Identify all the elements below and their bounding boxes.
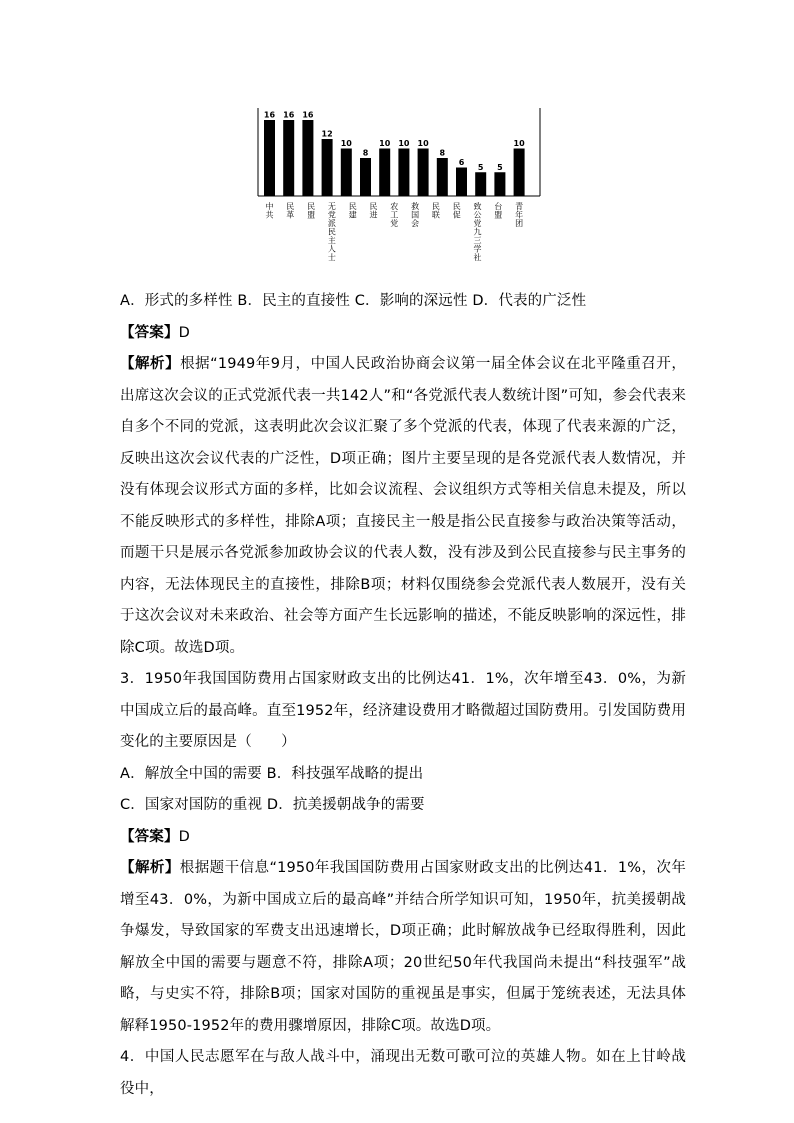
q2-answer [120, 318, 686, 350]
q3-stem: 3．1950年我国国防费用占国家财政支出的比例达41．1%，次年增至43．0%，为新中国成立后的最高峰。直至1952年，经济建设费用才略微超过国防费用。引发国防费用变化的主要原因是（ ） [120, 671, 686, 750]
bar-value-label: 6 [458, 158, 465, 167]
bar-1 [283, 120, 294, 196]
bar-4 [341, 149, 352, 197]
category-label: 民盟 [306, 202, 316, 219]
category-label: 民联 [431, 202, 441, 219]
bar-value-label: 8 [439, 148, 446, 158]
category-label: 台盟 [493, 202, 503, 219]
bar-value-label: 10 [379, 139, 391, 148]
category-label: 农工党 [389, 202, 399, 228]
category-label: 民建 [348, 202, 358, 219]
bar-10 [456, 168, 467, 197]
party-representatives-bar-chart [248, 108, 548, 284]
bar-value-label: 16 [302, 110, 314, 120]
q3-options-line-1: A．解放全中国的需要 B．科技强军战略的提出 [120, 765, 424, 782]
category-label: 民促 [452, 202, 462, 219]
category-label: 民革 [285, 202, 295, 219]
bar-value-label: 10 [398, 139, 410, 148]
category-label: 救国会 [410, 202, 420, 228]
bar-13 [514, 149, 525, 197]
bar-value-label: 5 [497, 162, 503, 172]
answer-value: D [178, 828, 190, 845]
answer-value: D [178, 324, 190, 341]
bar-7 [398, 149, 409, 197]
analysis-text: 根据“1949年9月，中国人民政治协商会议第一届全体会议在北平隆重召开，出席这次会议的正式党派代表一共142人”和“各党派代表人数统计图”可知，参会代表来自多个不同的党派，这表明此次会议汇聚了多个党派的代表，体现了代表来源的广泛，反映出这次会议代表的广泛性，D项正确；图片主要呈现的是各党派代表人数情况，并没有体现会议形式方面的多样，比如会议流程、会议组织方式等相关信息未提及，所以不能反映形式的多样性，排除A项；直接民主一般是指公民直接参与政治决策等活动，而题干只是展示各党派参加政协会议的代表人数，没有涉及到公民直接参与民主事务的内容，无法体现民主的直接性，排除B项；材料仅围绕参会党派代表人数展开，没有关于这次会议对未来政治、社会等方面产生长远影响的描述，不能反映影响的深远性，排除C项。故选D项。 [120, 356, 686, 656]
bar-9 [437, 158, 448, 196]
question-content [120, 286, 686, 1105]
q3-answer [120, 822, 686, 854]
analysis-label: 【解析】 [120, 860, 180, 876]
bar-value-label: 8 [362, 148, 369, 158]
answer-label: 【答案】 [120, 324, 179, 341]
q3-analysis [120, 853, 686, 1042]
bar-value-label: 16 [263, 110, 276, 120]
q2-options: A．形式的多样性 B．民主的直接性 C．影响的深远性 D．代表的广泛性 [120, 293, 587, 309]
bar-0 [264, 120, 275, 196]
analysis-text: 根据题干信息“1950年我国国防费用占国家财政支出的比例达41．1%，次年增至43．0%，为新中国成立后的最高峰”并结合所学知识可知，1950年，抗美援朝战争爆发，导致国家的军费支出迅速增长，D项正确；此时解放战争已经取得胜利，因此解放全中国的需要与题意不符，排除A项；20世纪50年代我国尚未提出“科技强军”战略，与史实不符，排除B项；国家对国防的重视虽是事实，但属于笼统表述，无法具体解释1950-1952年的费用骤增原因，排除C项。故选D项。 [120, 860, 686, 1034]
bar-12 [494, 172, 505, 196]
bar-8 [418, 149, 429, 197]
bar-value-label: 10 [340, 139, 352, 148]
bar-3 [322, 139, 333, 196]
q2-analysis [120, 349, 686, 664]
category-label: 致公党九三学社 [473, 202, 482, 262]
q4-stem: 4．中国人民志愿军在与敌人战斗中，涌现出无数可歌可泣的英雄人物。如在上甘岭战役中， [120, 1049, 686, 1097]
category-label: 民进 [369, 202, 378, 219]
bar-value-label: 10 [513, 139, 525, 148]
category-label: 青年团 [514, 202, 524, 228]
bar-value-label: 5 [477, 162, 484, 172]
bar-6 [379, 149, 390, 197]
answer-label: 【答案】 [120, 828, 179, 845]
bar-11 [475, 172, 486, 196]
category-label: 中共 [265, 202, 274, 219]
bar-value-label: 10 [417, 139, 429, 148]
bar-5 [360, 158, 371, 196]
q3-options-line-2: C．国家对国防的重视 D．抗美援朝战争的需要 [120, 797, 425, 813]
category-label: 无党派民主人士 [327, 202, 337, 262]
analysis-label: 【解析】 [120, 356, 181, 372]
bar-value-label: 12 [321, 129, 333, 139]
bar-2 [302, 120, 313, 196]
bar-value-label: 16 [283, 110, 295, 120]
